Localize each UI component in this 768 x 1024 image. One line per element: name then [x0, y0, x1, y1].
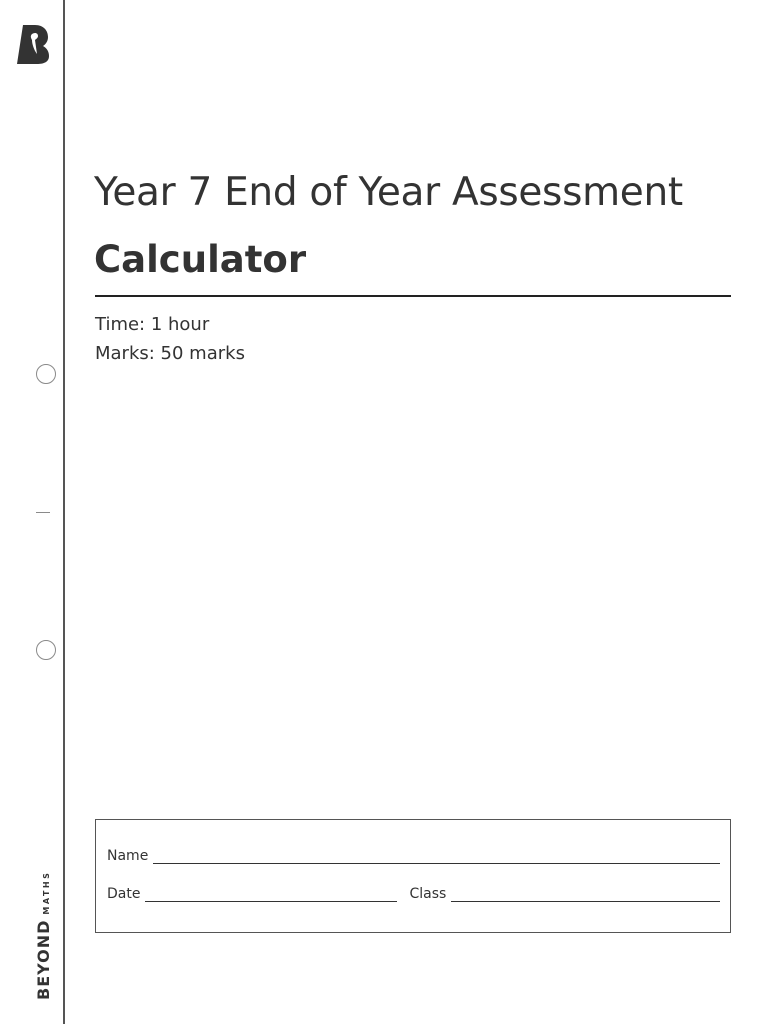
- margin-rule: [63, 0, 65, 1024]
- marks-info: Marks: 50 marks: [95, 343, 245, 364]
- date-class-row: [107, 886, 720, 902]
- beyond-logo-icon: [16, 24, 50, 64]
- name-label: Name: [107, 848, 149, 864]
- student-details-box: [95, 819, 731, 933]
- date-field[interactable]: [145, 887, 397, 902]
- brand-name: BEYOND: [34, 919, 53, 1000]
- date-label: Date: [107, 886, 141, 902]
- brand-wordmark: [34, 871, 53, 1000]
- name-row: [107, 848, 720, 864]
- brand-subname: MATHS: [42, 870, 51, 915]
- punch-hole-top: [36, 364, 56, 384]
- class-label: Class: [409, 886, 447, 902]
- time-info: Time: 1 hour: [95, 314, 210, 335]
- punch-hole-bottom: [36, 640, 56, 660]
- title-divider: [95, 295, 731, 297]
- name-field[interactable]: [153, 849, 720, 864]
- center-tick: [36, 512, 50, 513]
- page-title: Year 7 End of Year Assessment: [94, 170, 683, 215]
- page-subtitle: Calculator: [94, 238, 307, 281]
- class-field[interactable]: [451, 887, 720, 902]
